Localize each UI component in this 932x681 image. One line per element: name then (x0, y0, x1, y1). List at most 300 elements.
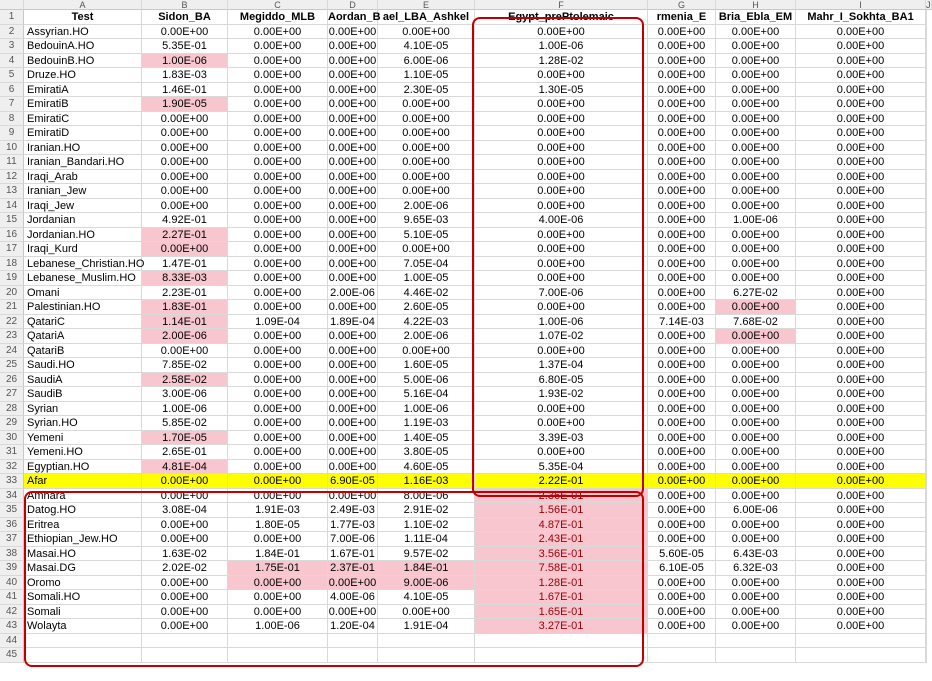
value-cell[interactable]: 0.00E+00 (328, 156, 377, 168)
value-cell[interactable]: 0.00E+00 (328, 170, 377, 183)
empty-cell[interactable] (926, 547, 927, 562)
empty-cell[interactable] (926, 199, 927, 214)
empty-cell[interactable] (926, 126, 927, 141)
row-header[interactable]: 15 (0, 213, 24, 228)
value-cell[interactable]: 1.67E-01 (475, 590, 648, 605)
empty-cell[interactable] (926, 445, 927, 460)
row-label-cell[interactable]: QatariC (24, 315, 142, 330)
value-cell[interactable]: 5.16E-04 (378, 387, 475, 402)
row-header[interactable]: 40 (0, 576, 24, 591)
value-cell[interactable]: 4.46E-02 (378, 286, 475, 301)
value-cell[interactable]: 0.00E+00 (716, 416, 796, 431)
value-cell[interactable]: 0.00E+00 (648, 402, 716, 417)
row-label-cell[interactable]: Druze.HO (24, 68, 142, 83)
row-label-cell[interactable]: Lebanese_Christian.HO (24, 257, 142, 272)
value-cell[interactable]: 7.14E-03 (648, 315, 716, 330)
row-header[interactable]: 41 (0, 590, 24, 605)
empty-cell[interactable] (926, 344, 927, 359)
value-cell[interactable]: 0.00E+00 (475, 199, 648, 214)
value-cell[interactable]: 1.30E-05 (475, 83, 648, 98)
value-cell[interactable]: 0.00E+00 (328, 185, 377, 197)
row-header[interactable]: 24 (0, 344, 24, 359)
value-cell[interactable]: 5.85E-02 (142, 416, 228, 431)
value-cell[interactable]: 2.00E-06 (378, 329, 475, 344)
value-cell[interactable]: 0.00E+00 (142, 141, 228, 156)
value-cell[interactable]: 4.81E-04 (142, 460, 228, 475)
value-cell[interactable]: 0.00E+00 (328, 243, 377, 255)
value-cell[interactable]: 0.00E+00 (648, 532, 716, 547)
row-label-cell[interactable]: Assyrian.HO (24, 25, 142, 40)
value-cell[interactable]: 0.00E+00 (648, 445, 716, 460)
value-cell[interactable]: 0.00E+00 (328, 417, 377, 429)
row-label-cell[interactable]: Iranian.HO (24, 141, 142, 156)
value-cell[interactable]: 0.00E+00 (796, 344, 926, 359)
empty-cell[interactable] (926, 286, 927, 301)
empty-cell[interactable] (24, 648, 142, 663)
value-cell[interactable]: 0.00E+00 (142, 605, 228, 620)
value-cell[interactable]: 0.00E+00 (228, 126, 328, 141)
value-cell[interactable]: 6.90E-05 (328, 474, 378, 489)
value-cell[interactable]: 0.00E+00 (475, 257, 648, 272)
empty-cell[interactable] (926, 329, 927, 344)
empty-cell[interactable] (796, 648, 926, 663)
value-cell[interactable]: 0.00E+00 (796, 300, 926, 315)
value-cell[interactable]: 0.00E+00 (142, 199, 228, 214)
value-cell[interactable]: 9.65E-03 (378, 213, 475, 228)
value-cell[interactable]: 1.07E-02 (475, 329, 648, 344)
row-header[interactable]: 26 (0, 373, 24, 388)
value-cell[interactable]: 2.22E-01 (475, 474, 648, 489)
value-cell[interactable]: 0.00E+00 (796, 97, 926, 112)
row-header[interactable]: 7 (0, 97, 24, 112)
value-cell[interactable]: 0.00E+00 (648, 373, 716, 388)
value-cell[interactable]: 1.67E-01 (328, 547, 378, 562)
value-cell[interactable]: 0.00E+00 (648, 184, 716, 199)
row-header[interactable]: 4 (0, 54, 24, 69)
row-label-cell[interactable]: Afar (24, 474, 142, 489)
value-cell[interactable]: 1.20E-04 (328, 619, 378, 634)
value-cell[interactable]: 0.00E+00 (648, 416, 716, 431)
column-title-cell[interactable]: ael_LBA_Ashkel (378, 10, 475, 25)
row-label-cell[interactable]: EmiratiB (24, 97, 142, 112)
value-cell[interactable]: 0.00E+00 (328, 40, 377, 52)
column-title-cell[interactable]: Aordan_B (328, 11, 381, 23)
value-cell[interactable]: 0.00E+00 (228, 329, 328, 344)
empty-cell[interactable] (926, 213, 927, 228)
value-cell[interactable]: 0.00E+00 (228, 431, 328, 446)
value-cell[interactable]: 4.10E-05 (378, 39, 475, 54)
value-cell[interactable]: 4.92E-01 (142, 213, 228, 228)
row-label-cell[interactable]: Omani (24, 286, 142, 301)
value-cell[interactable]: 0.00E+00 (648, 83, 716, 98)
value-cell[interactable]: 0.00E+00 (796, 286, 926, 301)
row-header[interactable]: 19 (0, 271, 24, 286)
value-cell[interactable]: 6.43E-03 (716, 547, 796, 562)
value-cell[interactable]: 0.00E+00 (475, 184, 648, 199)
column-header-h[interactable]: H (716, 0, 796, 10)
value-cell[interactable]: 0.00E+00 (142, 25, 228, 40)
value-cell[interactable]: 9.00E-06 (378, 576, 475, 591)
value-cell[interactable]: 5.10E-05 (378, 228, 475, 243)
value-cell[interactable]: 7.85E-02 (142, 358, 228, 373)
value-cell[interactable]: 3.56E-01 (475, 547, 648, 562)
value-cell[interactable]: 0.00E+00 (796, 315, 926, 330)
row-header[interactable]: 11 (0, 155, 24, 170)
value-cell[interactable]: 0.00E+00 (228, 97, 328, 112)
value-cell[interactable]: 0.00E+00 (378, 605, 475, 620)
value-cell[interactable]: 0.00E+00 (648, 300, 716, 315)
value-cell[interactable]: 0.00E+00 (796, 155, 926, 170)
value-cell[interactable]: 0.00E+00 (796, 532, 926, 547)
value-cell[interactable]: 2.36E-01 (475, 489, 648, 504)
value-cell[interactable]: 0.00E+00 (328, 431, 377, 444)
value-cell[interactable]: 1.91E-04 (378, 619, 475, 634)
column-title-cell[interactable]: Test (24, 10, 142, 25)
empty-cell[interactable] (926, 300, 927, 315)
value-cell[interactable]: 0.00E+00 (796, 576, 926, 591)
value-cell[interactable]: 1.89E-04 (328, 315, 378, 330)
value-cell[interactable]: 0.00E+00 (648, 605, 716, 620)
value-cell[interactable]: 0.00E+00 (378, 97, 475, 112)
empty-cell[interactable] (228, 634, 328, 649)
column-header-b[interactable]: B (142, 0, 228, 10)
value-cell[interactable]: 0.00E+00 (716, 39, 796, 54)
value-cell[interactable]: 0.00E+00 (328, 446, 377, 458)
value-cell[interactable]: 0.00E+00 (475, 170, 648, 185)
value-cell[interactable]: 2.60E-05 (378, 300, 475, 315)
value-cell[interactable]: 1.11E-04 (378, 532, 475, 547)
value-cell[interactable]: 0.00E+00 (228, 445, 328, 460)
empty-cell[interactable] (926, 576, 927, 591)
value-cell[interactable]: 6.32E-03 (716, 561, 796, 576)
row-label-cell[interactable]: Syrian.HO (24, 416, 142, 431)
value-cell[interactable]: 0.00E+00 (796, 170, 926, 185)
value-cell[interactable]: 2.00E-06 (142, 329, 228, 344)
value-cell[interactable]: 0.00E+00 (648, 39, 716, 54)
row-header[interactable]: 25 (0, 358, 24, 373)
value-cell[interactable]: 0.00E+00 (796, 503, 926, 518)
value-cell[interactable]: 0.00E+00 (228, 300, 328, 315)
row-header[interactable]: 27 (0, 387, 24, 402)
row-label-cell[interactable]: Somali (24, 605, 142, 620)
value-cell[interactable]: 0.00E+00 (142, 170, 228, 185)
value-cell[interactable]: 0.00E+00 (142, 590, 228, 605)
value-cell[interactable]: 0.00E+00 (648, 126, 716, 141)
row-header[interactable]: 36 (0, 518, 24, 533)
value-cell[interactable]: 2.58E-02 (142, 373, 228, 388)
value-cell[interactable]: 0.00E+00 (328, 489, 377, 502)
value-cell[interactable]: 0.00E+00 (328, 214, 377, 226)
value-cell[interactable]: 8.33E-03 (142, 271, 228, 286)
value-cell[interactable]: 0.00E+00 (228, 155, 328, 170)
value-cell[interactable]: 0.00E+00 (648, 68, 716, 83)
value-cell[interactable]: 0.00E+00 (228, 184, 328, 199)
row-label-cell[interactable]: Amhara (24, 489, 142, 504)
row-header[interactable]: 45 (0, 648, 24, 663)
empty-cell[interactable] (926, 242, 927, 257)
value-cell[interactable]: 0.00E+00 (716, 460, 796, 475)
value-cell[interactable]: 0.00E+00 (716, 126, 796, 141)
empty-cell[interactable] (926, 431, 927, 446)
row-header[interactable]: 43 (0, 619, 24, 634)
row-header[interactable]: 38 (0, 547, 24, 562)
empty-cell[interactable] (926, 648, 927, 663)
empty-cell[interactable] (926, 257, 927, 272)
value-cell[interactable]: 3.08E-04 (142, 503, 228, 518)
empty-cell[interactable] (378, 648, 475, 663)
value-cell[interactable]: 0.00E+00 (796, 619, 926, 634)
empty-cell[interactable] (926, 561, 927, 576)
value-cell[interactable]: 5.35E-01 (142, 39, 228, 54)
value-cell[interactable]: 1.00E-06 (142, 402, 228, 417)
value-cell[interactable]: 0.00E+00 (716, 97, 796, 112)
value-cell[interactable]: 7.05E-04 (378, 257, 475, 272)
value-cell[interactable]: 0.00E+00 (716, 445, 796, 460)
empty-cell[interactable] (716, 648, 796, 663)
value-cell[interactable]: 0.00E+00 (796, 605, 926, 620)
value-cell[interactable]: 0.00E+00 (142, 489, 228, 504)
value-cell[interactable]: 4.10E-05 (378, 590, 475, 605)
value-cell[interactable]: 0.00E+00 (796, 590, 926, 605)
row-label-cell[interactable]: Syrian (24, 402, 142, 417)
value-cell[interactable]: 0.00E+00 (796, 358, 926, 373)
value-cell[interactable]: 1.10E-05 (378, 68, 475, 83)
value-cell[interactable]: 0.00E+00 (142, 532, 228, 547)
empty-cell[interactable] (926, 39, 927, 54)
value-cell[interactable]: 1.14E-01 (142, 315, 228, 330)
empty-cell[interactable] (142, 634, 228, 649)
value-cell[interactable]: 0.00E+00 (716, 373, 796, 388)
value-cell[interactable]: 1.46E-01 (142, 83, 228, 98)
value-cell[interactable]: 4.00E-06 (328, 590, 378, 605)
value-cell[interactable]: 0.00E+00 (716, 402, 796, 417)
column-header-e[interactable]: E (378, 0, 475, 10)
value-cell[interactable]: 0.00E+00 (328, 83, 377, 96)
value-cell[interactable]: 0.00E+00 (716, 228, 796, 243)
value-cell[interactable]: 1.28E-02 (475, 54, 648, 69)
row-header[interactable]: 20 (0, 286, 24, 301)
value-cell[interactable]: 0.00E+00 (228, 387, 328, 402)
empty-cell[interactable] (926, 10, 927, 25)
row-header[interactable]: 1 (0, 10, 24, 25)
value-cell[interactable]: 0.00E+00 (716, 518, 796, 533)
empty-cell[interactable] (926, 518, 927, 533)
value-cell[interactable]: 0.00E+00 (796, 54, 926, 69)
value-cell[interactable]: 0.00E+00 (328, 605, 377, 618)
value-cell[interactable]: 1.00E-06 (142, 54, 228, 69)
empty-cell[interactable] (926, 373, 927, 388)
value-cell[interactable]: 2.49E-03 (328, 503, 378, 518)
value-cell[interactable]: 0.00E+00 (142, 155, 228, 170)
value-cell[interactable]: 0.00E+00 (142, 344, 228, 359)
value-cell[interactable]: 4.00E-06 (475, 213, 648, 228)
value-cell[interactable]: 0.00E+00 (648, 576, 716, 591)
value-cell[interactable]: 0.00E+00 (648, 25, 716, 40)
value-cell[interactable]: 1.00E-06 (475, 39, 648, 54)
value-cell[interactable]: 0.00E+00 (475, 344, 648, 359)
row-header[interactable]: 37 (0, 532, 24, 547)
value-cell[interactable]: 0.00E+00 (378, 126, 475, 141)
value-cell[interactable]: 6.00E-06 (716, 503, 796, 518)
value-cell[interactable]: 6.10E-05 (648, 561, 716, 576)
row-label-cell[interactable]: Somali.HO (24, 590, 142, 605)
value-cell[interactable]: 0.00E+00 (796, 83, 926, 98)
value-cell[interactable]: 0.00E+00 (796, 474, 926, 489)
value-cell[interactable]: 0.00E+00 (716, 25, 796, 40)
empty-cell[interactable] (926, 590, 927, 605)
column-header-j[interactable]: J (926, 0, 931, 10)
value-cell[interactable]: 0.00E+00 (648, 489, 716, 504)
row-header[interactable]: 35 (0, 503, 24, 518)
value-cell[interactable]: 0.00E+00 (328, 228, 377, 241)
empty-cell[interactable] (926, 271, 927, 286)
value-cell[interactable]: 3.39E-03 (475, 431, 648, 446)
row-label-cell[interactable]: Yemeni.HO (24, 445, 142, 460)
value-cell[interactable]: 0.00E+00 (228, 489, 328, 504)
value-cell[interactable]: 0.00E+00 (475, 300, 648, 315)
value-cell[interactable]: 1.10E-02 (378, 518, 475, 533)
value-cell[interactable]: 0.00E+00 (228, 590, 328, 605)
value-cell[interactable]: 0.00E+00 (142, 619, 228, 634)
value-cell[interactable]: 2.43E-01 (475, 532, 648, 547)
value-cell[interactable]: 0.00E+00 (648, 155, 716, 170)
value-cell[interactable]: 0.00E+00 (228, 460, 328, 475)
row-header[interactable]: 3 (0, 39, 24, 54)
value-cell[interactable]: 0.00E+00 (648, 170, 716, 185)
value-cell[interactable]: 0.00E+00 (475, 126, 648, 141)
value-cell[interactable]: 0.00E+00 (142, 242, 228, 257)
value-cell[interactable]: 0.00E+00 (716, 344, 796, 359)
row-header[interactable]: 18 (0, 257, 24, 272)
value-cell[interactable]: 0.00E+00 (716, 170, 796, 185)
value-cell[interactable]: 2.37E-01 (328, 561, 378, 576)
value-cell[interactable]: 0.00E+00 (648, 590, 716, 605)
value-cell[interactable]: 0.00E+00 (796, 416, 926, 431)
empty-cell[interactable] (142, 648, 228, 663)
empty-cell[interactable] (926, 68, 927, 83)
row-header[interactable]: 31 (0, 445, 24, 460)
empty-cell[interactable] (926, 184, 927, 199)
row-label-cell[interactable]: Egyptian.HO (24, 460, 142, 475)
value-cell[interactable]: 0.00E+00 (796, 199, 926, 214)
value-cell[interactable]: 0.00E+00 (716, 619, 796, 634)
value-cell[interactable]: 0.00E+00 (796, 228, 926, 243)
value-cell[interactable]: 0.00E+00 (228, 474, 328, 489)
value-cell[interactable]: 0.00E+00 (475, 445, 648, 460)
row-label-cell[interactable]: Datog.HO (24, 503, 142, 518)
empty-cell[interactable] (926, 402, 927, 417)
row-header[interactable]: 39 (0, 561, 24, 576)
value-cell[interactable]: 0.00E+00 (228, 228, 328, 243)
value-cell[interactable]: 1.90E-05 (142, 97, 228, 112)
row-header[interactable]: 30 (0, 431, 24, 446)
value-cell[interactable]: 0.00E+00 (716, 155, 796, 170)
value-cell[interactable]: 0.00E+00 (648, 242, 716, 257)
value-cell[interactable]: 0.00E+00 (475, 228, 648, 243)
column-title-cell[interactable]: rmenia_E (648, 10, 716, 25)
value-cell[interactable]: 6.00E-06 (378, 54, 475, 69)
value-cell[interactable]: 0.00E+00 (228, 373, 328, 388)
value-cell[interactable]: 0.00E+00 (716, 141, 796, 156)
value-cell[interactable]: 2.30E-05 (378, 83, 475, 98)
row-label-cell[interactable]: Iraqi_Jew (24, 199, 142, 214)
value-cell[interactable]: 0.00E+00 (328, 199, 377, 212)
value-cell[interactable]: 0.00E+00 (796, 39, 926, 54)
value-cell[interactable]: 0.00E+00 (378, 184, 475, 199)
row-label-cell[interactable]: BedouinA.HO (24, 39, 142, 54)
value-cell[interactable]: 0.00E+00 (796, 68, 926, 83)
value-cell[interactable]: 0.00E+00 (716, 431, 796, 446)
value-cell[interactable]: 0.00E+00 (716, 257, 796, 272)
value-cell[interactable]: 0.00E+00 (796, 25, 926, 40)
value-cell[interactable]: 1.09E-04 (228, 315, 328, 330)
value-cell[interactable]: 1.93E-02 (475, 387, 648, 402)
value-cell[interactable]: 1.63E-02 (142, 547, 228, 562)
value-cell[interactable]: 0.00E+00 (378, 170, 475, 185)
value-cell[interactable]: 0.00E+00 (378, 112, 475, 127)
row-label-cell[interactable]: Masai.DG (24, 561, 142, 576)
value-cell[interactable]: 0.00E+00 (648, 387, 716, 402)
value-cell[interactable]: 0.00E+00 (475, 242, 648, 257)
empty-cell[interactable] (24, 634, 142, 649)
value-cell[interactable]: 1.70E-05 (142, 431, 228, 446)
row-label-cell[interactable]: Yemeni (24, 431, 142, 446)
value-cell[interactable]: 0.00E+00 (228, 358, 328, 373)
value-cell[interactable]: 7.68E-02 (716, 315, 796, 330)
value-cell[interactable]: 0.00E+00 (716, 576, 796, 591)
value-cell[interactable]: 0.00E+00 (796, 257, 926, 272)
row-label-cell[interactable]: SaudiA (24, 373, 142, 388)
value-cell[interactable]: 0.00E+00 (796, 431, 926, 446)
value-cell[interactable]: 0.00E+00 (648, 474, 716, 489)
value-cell[interactable]: 0.00E+00 (796, 112, 926, 127)
value-cell[interactable]: 1.00E-06 (228, 619, 328, 634)
value-cell[interactable]: 3.80E-05 (378, 445, 475, 460)
value-cell[interactable]: 5.60E-05 (648, 547, 716, 562)
value-cell[interactable]: 0.00E+00 (228, 170, 328, 185)
value-cell[interactable]: 1.19E-03 (378, 416, 475, 431)
value-cell[interactable]: 0.00E+00 (648, 97, 716, 112)
value-cell[interactable]: 9.57E-02 (378, 547, 475, 562)
row-header[interactable]: 13 (0, 184, 24, 199)
value-cell[interactable]: 0.00E+00 (648, 54, 716, 69)
value-cell[interactable]: 0.00E+00 (228, 402, 328, 417)
value-cell[interactable]: 2.23E-01 (142, 286, 228, 301)
value-cell[interactable]: 0.00E+00 (378, 155, 475, 170)
empty-cell[interactable] (926, 416, 927, 431)
empty-cell[interactable] (796, 634, 926, 649)
empty-cell[interactable] (926, 97, 927, 112)
value-cell[interactable]: 2.91E-02 (378, 503, 475, 518)
column-header-c[interactable]: C (228, 0, 328, 10)
value-cell[interactable]: 0.00E+00 (328, 373, 377, 386)
empty-cell[interactable] (378, 634, 475, 649)
row-header[interactable]: 16 (0, 228, 24, 243)
row-label-cell[interactable]: Iranian_Bandari.HO (24, 155, 142, 170)
row-header[interactable]: 6 (0, 83, 24, 98)
value-cell[interactable]: 0.00E+00 (796, 518, 926, 533)
select-all-corner[interactable] (0, 0, 24, 10)
value-cell[interactable]: 0.00E+00 (716, 590, 796, 605)
value-cell[interactable]: 1.80E-05 (228, 518, 328, 533)
value-cell[interactable]: 0.00E+00 (648, 460, 716, 475)
row-header[interactable]: 28 (0, 402, 24, 417)
value-cell[interactable]: 0.00E+00 (716, 489, 796, 504)
value-cell[interactable]: 0.00E+00 (648, 286, 716, 301)
value-cell[interactable]: 0.00E+00 (475, 271, 648, 286)
value-cell[interactable]: 0.00E+00 (475, 155, 648, 170)
row-label-cell[interactable]: Jordanian.HO (24, 228, 142, 243)
